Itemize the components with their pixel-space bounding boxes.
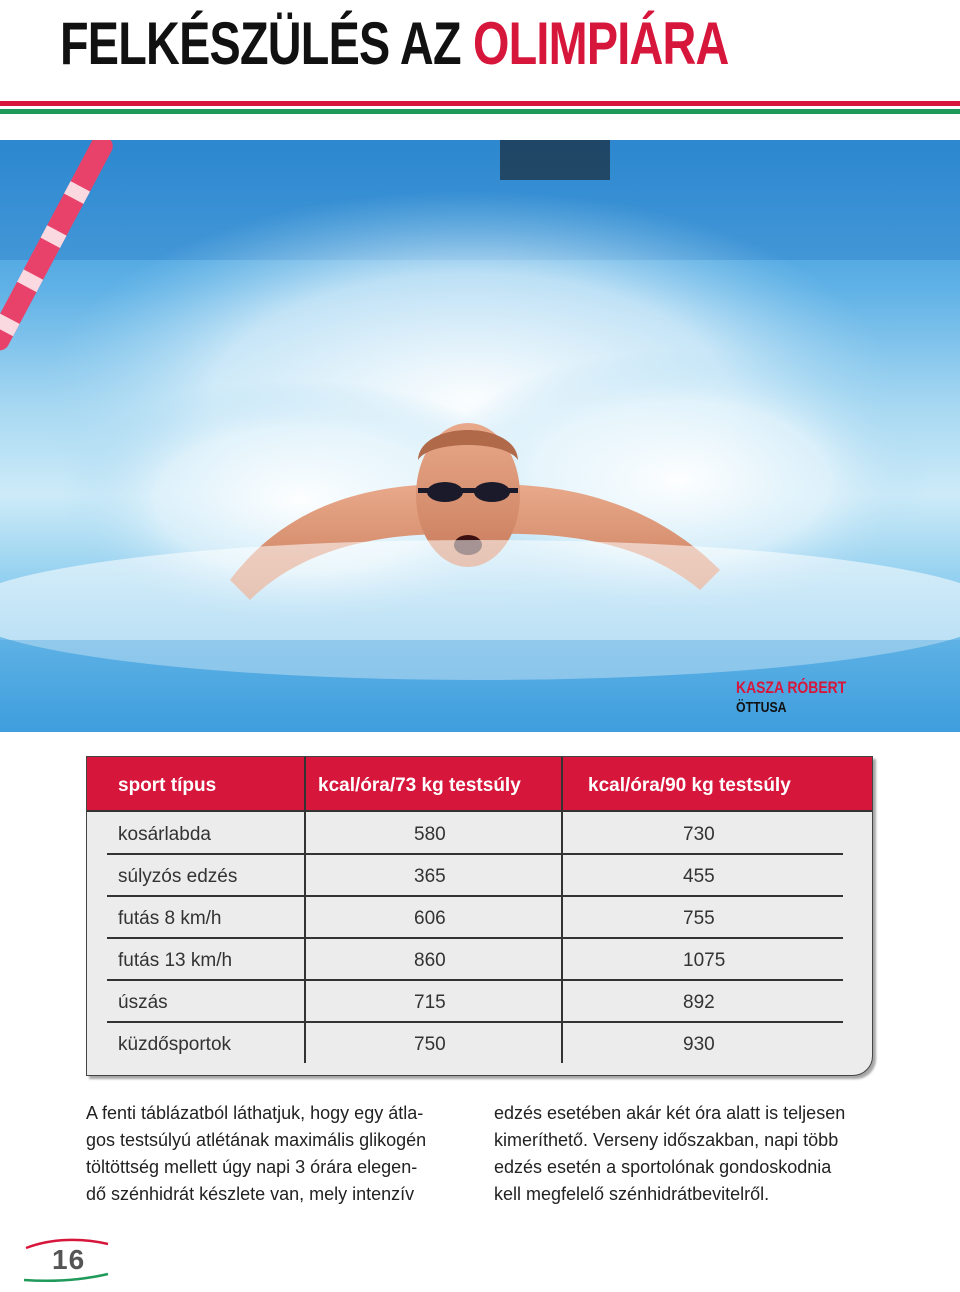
cell-kcal-73: 715 (414, 992, 446, 1013)
table-row (107, 814, 843, 855)
text-line: kell megfelelő szénhidrátbevitelről. (494, 1184, 770, 1204)
green-stripe (0, 109, 960, 114)
athlete-name: KASZA RÓBERT (735, 678, 846, 697)
text-line: dő szénhidrát készlete van, mely intenzív (86, 1184, 415, 1204)
table-header (87, 757, 872, 812)
table-row (107, 1024, 843, 1065)
paragraph (86, 1100, 464, 1208)
cell-kcal-73: 750 (414, 1034, 446, 1055)
table-row (107, 856, 843, 897)
photo-credit (736, 678, 870, 716)
cell-sport: futás 13 km/h (118, 950, 233, 971)
header-kcal-90kg: kcal/óra/90 kg testsúly (588, 775, 791, 796)
cell-kcal-90: 1075 (683, 950, 726, 971)
body-text-right-column (494, 1100, 884, 1208)
cell-sport: kosárlabda (118, 824, 211, 845)
paragraph (494, 1100, 884, 1208)
swimmer-illustration (0, 140, 960, 732)
cell-sport: súlyzós edzés (118, 866, 238, 887)
table-row (107, 982, 843, 1023)
page-number-badge (22, 1236, 112, 1284)
cell-kcal-90: 730 (683, 824, 715, 845)
swimmer-photo (0, 140, 960, 732)
text-line: kimeríthető. Verseny időszakban, napi több (494, 1130, 839, 1150)
text-line: edzés esetében akár két óra alatt is teljesen (494, 1103, 846, 1123)
cell-kcal-90: 892 (683, 992, 715, 1013)
cell-sport: futás 8 km/h (118, 908, 222, 929)
cell-kcal-73: 365 (414, 866, 446, 887)
cell-kcal-73: 606 (414, 908, 446, 929)
header-sport-type: sport típus (118, 775, 217, 796)
cell-kcal-90: 930 (683, 1034, 715, 1055)
cell-kcal-90: 455 (683, 866, 715, 887)
cell-kcal-73: 860 (414, 950, 446, 971)
text-line: edzés esetén a sportolónak gondoskodnia (494, 1157, 832, 1177)
text-line: töltöttség mellett úgy napi 3 órára elegen- (86, 1157, 418, 1177)
flag-stripes-divider (0, 101, 960, 114)
page-title (60, 8, 729, 80)
body-text-left-column (86, 1100, 464, 1208)
calorie-table (86, 756, 873, 1076)
table-row (107, 940, 843, 981)
cell-sport: küzdősportok (118, 1034, 232, 1055)
cell-sport: úszás (118, 992, 168, 1013)
header-kcal-73kg: kcal/óra/73 kg testsúly (318, 775, 521, 796)
text-line: A fenti táblázatból láthatjuk, hogy egy átla- (86, 1103, 424, 1123)
page-title-part-2: OLIMPIÁRA (472, 10, 729, 77)
text-line: gos testsúlyú atlétának maximális glikogén (86, 1130, 427, 1150)
page-title-part-1: FELKÉSZÜLÉS AZ (60, 10, 461, 77)
cell-kcal-90: 755 (683, 908, 715, 929)
cell-kcal-73: 580 (414, 824, 446, 845)
table-row (107, 898, 843, 939)
page-number: 16 (52, 1244, 86, 1275)
athlete-sport: ÖTTUSA (735, 699, 787, 716)
